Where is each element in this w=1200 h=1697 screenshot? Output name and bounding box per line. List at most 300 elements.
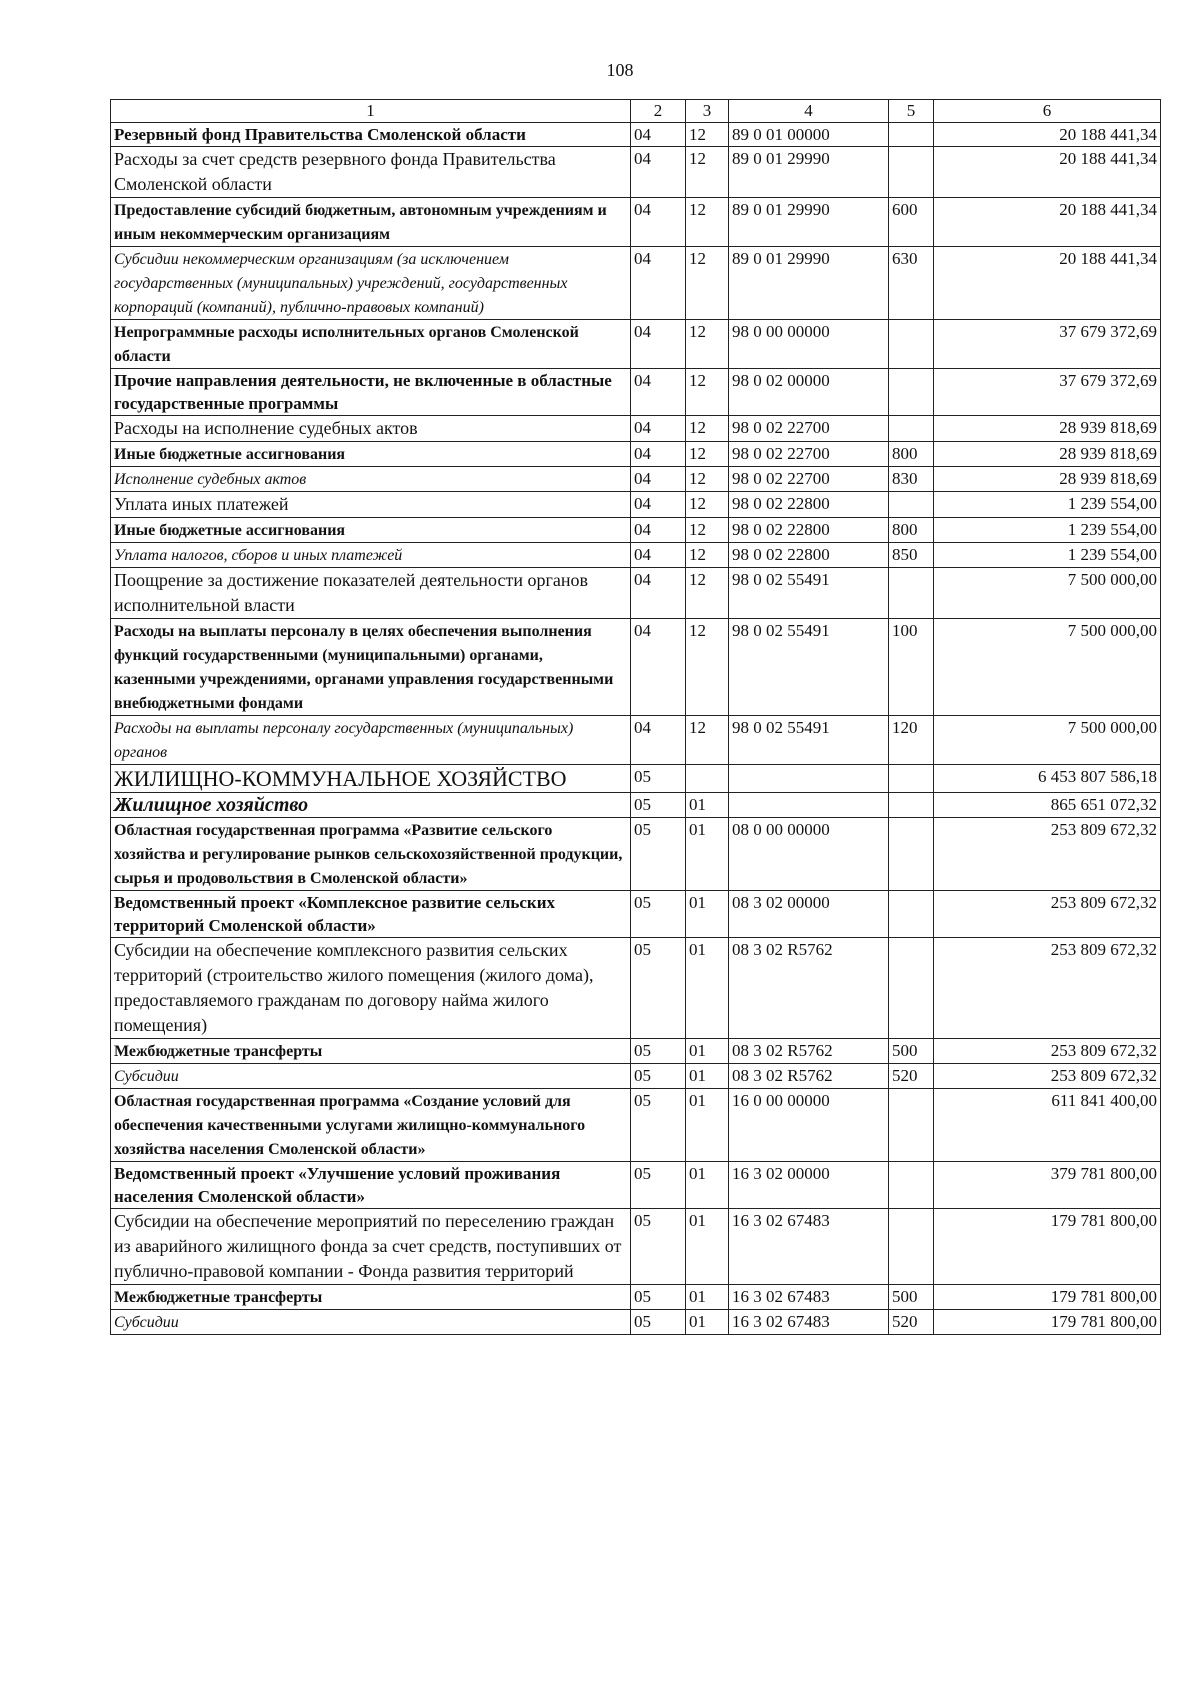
amount-text: 253 809 672,32 <box>1050 893 1157 912</box>
subsection-code-text: 01 <box>689 820 706 839</box>
subsection-code-text: 12 <box>689 545 706 564</box>
section-code-text: 05 <box>634 1041 651 1060</box>
row-name-text: Иные бюджетные ассигнования <box>114 522 346 539</box>
row-name-cell <box>111 765 631 793</box>
section-code-text: 04 <box>634 125 651 144</box>
section-code-text: 05 <box>634 1066 651 1085</box>
target-code-cell <box>729 1285 889 1310</box>
table-row <box>111 123 1161 147</box>
amount-cell <box>934 1089 1161 1162</box>
expense-type-text: 520 <box>892 1066 918 1085</box>
amount-text: 20 188 441,34 <box>1059 200 1157 219</box>
amount-cell <box>934 518 1161 543</box>
row-name-cell <box>111 147 631 198</box>
section-code-text: 04 <box>634 200 651 219</box>
target-code-cell <box>729 442 889 467</box>
target-code-cell <box>729 793 889 818</box>
target-code-text: 98 0 02 22800 <box>732 520 830 539</box>
section-code-text: 04 <box>634 718 651 737</box>
amount-text: 37 679 372,69 <box>1059 371 1157 390</box>
row-name-cell <box>111 492 631 518</box>
expense-type-cell <box>889 1039 934 1064</box>
section-code-cell <box>631 1285 686 1310</box>
target-code-text: 16 3 02 67483 <box>732 1287 830 1306</box>
expense-type-cell <box>889 198 934 247</box>
expense-type-cell <box>889 1209 934 1285</box>
amount-cell <box>934 568 1161 619</box>
row-name-text: Предоставление субсидий бюджетным, автономным учреждениям и иным некоммерческим организациям <box>114 202 607 243</box>
subsection-code-text: 01 <box>689 1066 706 1085</box>
amount-cell <box>934 320 1161 369</box>
target-code-cell <box>729 716 889 765</box>
row-name-text: Расходы за счет средств резервного фонда Правительства Смоленской области <box>114 149 556 194</box>
expense-type-text: 850 <box>892 545 918 564</box>
header-cell: 3 <box>686 100 729 123</box>
row-name-text: Межбюджетные трансферты <box>114 1289 323 1306</box>
amount-text: 253 809 672,32 <box>1050 1041 1157 1060</box>
target-code-cell <box>729 247 889 320</box>
row-name-cell <box>111 518 631 543</box>
subsection-code-text: 12 <box>689 322 706 341</box>
section-code-cell <box>631 198 686 247</box>
section-code-text: 04 <box>634 469 651 488</box>
expense-type-cell <box>889 793 934 818</box>
row-name-cell <box>111 416 631 442</box>
subsection-code-cell <box>686 1039 729 1064</box>
amount-cell <box>934 938 1161 1039</box>
target-code-text: 89 0 01 29990 <box>732 200 830 219</box>
expense-type-text: 500 <box>892 1287 918 1306</box>
target-code-text: 98 0 02 22800 <box>732 494 830 513</box>
subsection-code-text: 01 <box>689 893 706 912</box>
section-code-cell <box>631 793 686 818</box>
target-code-text: 98 0 02 22700 <box>732 469 830 488</box>
subsection-code-cell <box>686 938 729 1039</box>
row-name-cell <box>111 1039 631 1064</box>
subsection-code-cell <box>686 818 729 891</box>
expense-type-cell <box>889 1310 934 1335</box>
row-name-text: ЖИЛИЩНО-КОММУНАЛЬНОЕ ХОЗЯЙСТВО <box>114 766 567 791</box>
subsection-code-cell <box>686 320 729 369</box>
subsection-code-text: 12 <box>689 469 706 488</box>
expense-type-cell <box>889 818 934 891</box>
row-name-cell <box>111 568 631 619</box>
subsection-code-text: 12 <box>689 520 706 539</box>
section-code-text: 05 <box>634 1091 651 1110</box>
amount-text: 611 841 400,00 <box>1051 1091 1157 1110</box>
row-name-text: Ведомственный проект «Улучшение условий проживания населения Смоленской области» <box>114 1164 561 1206</box>
row-name-text: Межбюджетные трансферты <box>114 1043 323 1060</box>
subsection-code-text: 01 <box>689 795 706 814</box>
target-code-cell <box>729 147 889 198</box>
table-row <box>111 369 1161 416</box>
row-name-cell <box>111 123 631 147</box>
row-name-text: Прочие направления деятельности, не включенные в областные государственные программы <box>114 371 612 413</box>
subsection-code-text: 12 <box>689 570 706 589</box>
subsection-code-cell <box>686 1285 729 1310</box>
target-code-cell <box>729 416 889 442</box>
section-code-cell <box>631 619 686 716</box>
subsection-code-text: 01 <box>689 1041 706 1060</box>
section-code-cell <box>631 716 686 765</box>
subsection-code-cell <box>686 247 729 320</box>
section-code-cell <box>631 1310 686 1335</box>
amount-text: 865 651 072,32 <box>1050 795 1157 814</box>
row-name-text: Субсидии <box>114 1314 179 1331</box>
section-code-cell <box>631 818 686 891</box>
target-code-text: 98 0 02 55491 <box>732 570 830 589</box>
amount-text: 20 188 441,34 <box>1059 125 1157 144</box>
amount-cell <box>934 1162 1161 1209</box>
section-code-cell <box>631 492 686 518</box>
target-code-cell <box>729 369 889 416</box>
subsection-code-cell <box>686 198 729 247</box>
amount-text: 1 239 554,00 <box>1067 520 1157 539</box>
section-code-cell <box>631 1039 686 1064</box>
expense-type-cell <box>889 716 934 765</box>
target-code-text: 08 3 02 00000 <box>732 893 830 912</box>
target-code-cell <box>729 891 889 938</box>
section-code-cell <box>631 147 686 198</box>
section-code-text: 04 <box>634 371 651 390</box>
amount-text: 179 781 800,00 <box>1050 1312 1157 1331</box>
amount-cell <box>934 1064 1161 1089</box>
expense-type-cell <box>889 492 934 518</box>
table-row <box>111 1209 1161 1285</box>
table-row <box>111 1089 1161 1162</box>
amount-cell <box>934 247 1161 320</box>
subsection-code-cell <box>686 369 729 416</box>
target-code-text: 08 3 02 R5762 <box>732 1041 833 1060</box>
row-name-cell <box>111 369 631 416</box>
row-name-cell <box>111 1162 631 1209</box>
row-name-text: Уплата иных платежей <box>114 494 289 514</box>
amount-text: 20 188 441,34 <box>1059 249 1157 268</box>
header-cell: 6 <box>934 100 1161 123</box>
row-name-cell <box>111 891 631 938</box>
row-name-cell <box>111 543 631 568</box>
header-cell: 5 <box>889 100 934 123</box>
expense-type-cell <box>889 1064 934 1089</box>
subsection-code-text: 01 <box>689 1312 706 1331</box>
amount-cell <box>934 793 1161 818</box>
table-row <box>111 1285 1161 1310</box>
subsection-code-text: 01 <box>689 1211 706 1230</box>
target-code-cell <box>729 938 889 1039</box>
row-name-text: Расходы на выплаты персоналу государственных (муниципальных) органов <box>114 720 574 761</box>
expense-type-text: 120 <box>892 718 918 737</box>
header-cell: 2 <box>631 100 686 123</box>
subsection-code-cell <box>686 1162 729 1209</box>
expense-type-cell <box>889 1285 934 1310</box>
section-code-text: 04 <box>634 520 651 539</box>
row-name-cell <box>111 619 631 716</box>
target-code-cell <box>729 1089 889 1162</box>
row-name-text: Субсидии некоммерческим организациям (за исключением государственных (муниципальных) учреждений, государственных корпораций (компаний), публично-правовых компаний) <box>114 251 568 316</box>
section-code-cell <box>631 938 686 1039</box>
section-code-cell <box>631 765 686 793</box>
expense-type-cell <box>889 123 934 147</box>
row-name-cell <box>111 1310 631 1335</box>
table-row <box>111 1162 1161 1209</box>
table-row <box>111 543 1161 568</box>
subsection-code-text: 01 <box>689 1091 706 1110</box>
target-code-cell <box>729 198 889 247</box>
table-row <box>111 1064 1161 1089</box>
target-code-text: 89 0 01 29990 <box>732 249 830 268</box>
section-code-cell <box>631 369 686 416</box>
row-name-text: Расходы на исполнение судебных актов <box>114 418 418 438</box>
section-code-text: 05 <box>634 767 651 786</box>
section-code-cell <box>631 543 686 568</box>
table-row <box>111 467 1161 492</box>
expense-type-text: 800 <box>892 444 918 463</box>
table-row <box>111 518 1161 543</box>
section-code-cell <box>631 416 686 442</box>
target-code-text: 08 0 00 00000 <box>732 820 830 839</box>
subsection-code-text: 12 <box>689 149 706 168</box>
amount-text: 1 239 554,00 <box>1067 494 1157 513</box>
table-row <box>111 492 1161 518</box>
table-body <box>111 100 1161 1335</box>
section-code-text: 04 <box>634 444 651 463</box>
target-code-text: 16 0 00 00000 <box>732 1091 830 1110</box>
table-row <box>111 198 1161 247</box>
amount-cell <box>934 467 1161 492</box>
amount-cell <box>934 619 1161 716</box>
table-row <box>111 147 1161 198</box>
subsection-code-cell <box>686 416 729 442</box>
subsection-code-cell <box>686 1209 729 1285</box>
subsection-code-cell <box>686 518 729 543</box>
section-code-text: 04 <box>634 249 651 268</box>
expense-type-cell <box>889 518 934 543</box>
subsection-code-text: 12 <box>689 249 706 268</box>
section-code-text: 05 <box>634 940 651 959</box>
subsection-code-text: 12 <box>689 371 706 390</box>
row-name-cell <box>111 938 631 1039</box>
section-code-text: 05 <box>634 1211 651 1230</box>
expense-type-cell <box>889 891 934 938</box>
expense-type-cell <box>889 369 934 416</box>
row-name-text: Областная государственная программа «Развитие сельского хозяйства и регулирование рынков сельскохозяйственной продукции, сырья и продовольствия в Смоленской области» <box>114 822 623 887</box>
subsection-code-text: 12 <box>689 418 706 437</box>
expense-type-cell <box>889 467 934 492</box>
section-code-cell <box>631 1162 686 1209</box>
section-code-text: 05 <box>634 1312 651 1331</box>
row-name-cell <box>111 442 631 467</box>
table-row <box>111 793 1161 818</box>
row-name-text: Исполнение судебных актов <box>114 471 307 488</box>
table-row <box>111 619 1161 716</box>
amount-cell <box>934 198 1161 247</box>
section-code-cell <box>631 123 686 147</box>
amount-text: 179 781 800,00 <box>1050 1211 1157 1230</box>
amount-cell <box>934 543 1161 568</box>
table-row <box>111 320 1161 369</box>
expense-type-cell <box>889 416 934 442</box>
amount-text: 28 939 818,69 <box>1059 418 1157 437</box>
expense-type-text: 100 <box>892 621 918 640</box>
subsection-code-text: 12 <box>689 621 706 640</box>
table-row <box>111 818 1161 891</box>
section-code-text: 04 <box>634 570 651 589</box>
amount-text: 7 500 000,00 <box>1067 570 1157 589</box>
expense-type-cell <box>889 765 934 793</box>
amount-cell <box>934 891 1161 938</box>
table-row <box>111 716 1161 765</box>
expense-type-cell <box>889 543 934 568</box>
subsection-code-cell <box>686 891 729 938</box>
section-code-cell <box>631 467 686 492</box>
subsection-code-cell <box>686 442 729 467</box>
section-code-text: 04 <box>634 621 651 640</box>
row-name-text: Непрограммные расходы исполнительных органов Смоленской области <box>114 324 579 365</box>
expense-type-text: 830 <box>892 469 918 488</box>
amount-text: 253 809 672,32 <box>1050 1066 1157 1085</box>
target-code-cell <box>729 818 889 891</box>
row-name-text: Субсидии на обеспечение комплексного развития сельских территорий (строительство жилого помещения (жилого дома), предоставляемого гражданам по договору найма жилого помещения) <box>114 940 594 1035</box>
header-cell: 4 <box>729 100 889 123</box>
table-row <box>111 416 1161 442</box>
expense-type-cell <box>889 619 934 716</box>
target-code-cell <box>729 518 889 543</box>
section-code-text: 04 <box>634 322 651 341</box>
target-code-cell <box>729 492 889 518</box>
table-row <box>111 568 1161 619</box>
target-code-cell <box>729 543 889 568</box>
section-code-cell <box>631 320 686 369</box>
subsection-code-cell <box>686 793 729 818</box>
section-code-cell <box>631 891 686 938</box>
subsection-code-cell <box>686 568 729 619</box>
amount-cell <box>934 492 1161 518</box>
amount-cell <box>934 716 1161 765</box>
subsection-code-text: 01 <box>689 1164 706 1183</box>
target-code-text: 08 3 02 R5762 <box>732 940 833 959</box>
page-number: 108 <box>606 60 634 80</box>
target-code-text: 98 0 02 22700 <box>732 444 830 463</box>
row-name-cell <box>111 320 631 369</box>
row-name-text: Субсидии на обеспечение мероприятий по переселению граждан из аварийного жилищного фонда за счет средств, поступивших от публично-правовой компании - Фонда развития территорий <box>114 1211 622 1281</box>
expense-type-cell <box>889 1089 934 1162</box>
section-code-text: 05 <box>634 1287 651 1306</box>
target-code-cell <box>729 1209 889 1285</box>
expense-type-text: 520 <box>892 1312 918 1331</box>
section-code-text: 05 <box>634 893 651 912</box>
target-code-text: 16 3 02 67483 <box>732 1211 830 1230</box>
amount-cell <box>934 818 1161 891</box>
subsection-code-cell <box>686 765 729 793</box>
row-name-cell <box>111 793 631 818</box>
subsection-code-text: 12 <box>689 125 706 144</box>
subsection-code-cell <box>686 467 729 492</box>
expense-type-cell <box>889 147 934 198</box>
amount-text: 37 679 372,69 <box>1059 322 1157 341</box>
subsection-code-cell <box>686 1310 729 1335</box>
row-name-cell <box>111 1089 631 1162</box>
subsection-code-cell <box>686 1064 729 1089</box>
section-code-text: 05 <box>634 795 651 814</box>
target-code-text: 98 0 02 22700 <box>732 418 830 437</box>
table-row <box>111 891 1161 938</box>
row-name-text: Поощрение за достижение показателей деятельности органов исполнительной власти <box>114 570 588 615</box>
target-code-cell <box>729 568 889 619</box>
subsection-code-text: 12 <box>689 444 706 463</box>
section-code-cell <box>631 442 686 467</box>
row-name-cell <box>111 716 631 765</box>
row-name-cell <box>111 1209 631 1285</box>
section-code-text: 04 <box>634 418 651 437</box>
subsection-code-cell <box>686 619 729 716</box>
table-row <box>111 247 1161 320</box>
subsection-code-cell <box>686 543 729 568</box>
section-code-cell <box>631 247 686 320</box>
row-name-text: Иные бюджетные ассигнования <box>114 446 346 463</box>
section-code-text: 04 <box>634 149 651 168</box>
row-name-text: Областная государственная программа «Создание условий для обеспечения качественными услугами жилищно-коммунального хозяйства населения Смоленской области» <box>114 1093 586 1158</box>
section-code-text: 04 <box>634 545 651 564</box>
subsection-code-text: 12 <box>689 718 706 737</box>
amount-cell <box>934 147 1161 198</box>
amount-cell <box>934 123 1161 147</box>
subsection-code-text: 12 <box>689 200 706 219</box>
target-code-text: 16 3 02 00000 <box>732 1164 830 1183</box>
amount-cell <box>934 416 1161 442</box>
amount-text: 179 781 800,00 <box>1050 1287 1157 1306</box>
table-row <box>111 1310 1161 1335</box>
expense-type-text: 630 <box>892 249 918 268</box>
amount-cell <box>934 1039 1161 1064</box>
row-name-cell <box>111 818 631 891</box>
section-code-cell <box>631 1209 686 1285</box>
table-row <box>111 938 1161 1039</box>
target-code-cell <box>729 765 889 793</box>
expense-type-cell <box>889 320 934 369</box>
row-name-text: Жилищное хозяйство <box>114 794 309 816</box>
row-name-cell <box>111 198 631 247</box>
target-code-cell <box>729 1039 889 1064</box>
target-code-text: 89 0 01 29990 <box>732 149 830 168</box>
target-code-cell <box>729 320 889 369</box>
row-name-cell <box>111 467 631 492</box>
budget-table <box>110 99 1161 1335</box>
amount-cell <box>934 369 1161 416</box>
section-code-text: 04 <box>634 494 651 513</box>
amount-text: 7 500 000,00 <box>1067 718 1157 737</box>
amount-text: 28 939 818,69 <box>1059 444 1157 463</box>
target-code-cell <box>729 467 889 492</box>
target-code-text: 98 0 02 22800 <box>732 545 830 564</box>
amount-cell <box>934 1285 1161 1310</box>
subsection-code-cell <box>686 492 729 518</box>
subsection-code-cell <box>686 716 729 765</box>
row-name-text: Ведомственный проект «Комплексное развитие сельских территорий Смоленской области» <box>114 893 556 935</box>
amount-text: 379 781 800,00 <box>1050 1164 1157 1183</box>
amount-text: 253 809 672,32 <box>1050 820 1157 839</box>
row-name-text: Расходы на выплаты персоналу в целях обеспечения выполнения функций государственными (муниципальными) органами, казенными учреждениями, органами управления государственными внебюджетными фондами <box>114 623 614 712</box>
target-code-text: 98 0 02 55491 <box>732 621 830 640</box>
row-name-cell <box>111 1064 631 1089</box>
amount-text: 7 500 000,00 <box>1067 621 1157 640</box>
expense-type-cell <box>889 247 934 320</box>
section-code-cell <box>631 568 686 619</box>
expense-type-cell <box>889 568 934 619</box>
subsection-code-cell <box>686 1089 729 1162</box>
subsection-code-cell <box>686 147 729 198</box>
row-name-text: Уплата налогов, сборов и иных платежей <box>114 547 403 564</box>
row-name-text: Субсидии <box>114 1068 179 1085</box>
